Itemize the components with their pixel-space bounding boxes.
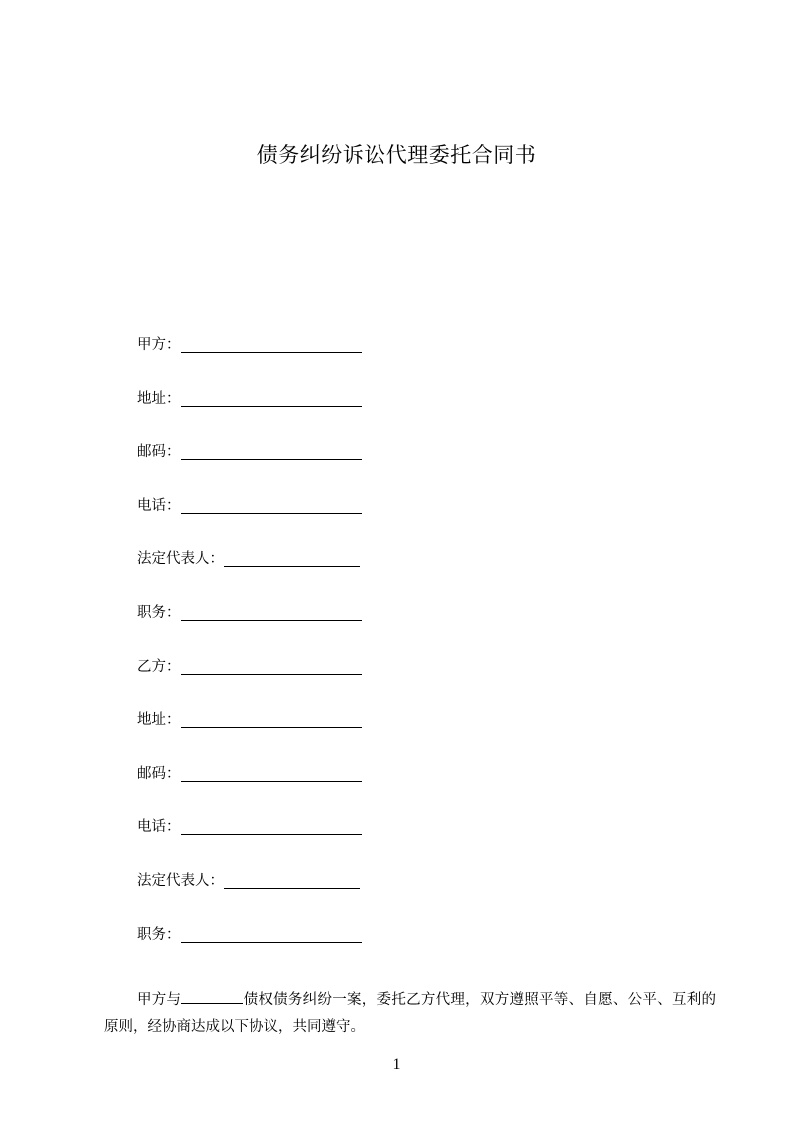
party-a-address-row [137,388,537,442]
agreement-paragraph [104,987,716,1041]
fill-in-line [224,870,360,889]
field-label: 电话： [137,819,181,836]
document-title: 债务纠纷诉讼代理委托合同书 [256,143,537,167]
fill-in-line [181,495,362,514]
page-number: 1 [392,1056,401,1073]
field-label: 邮码： [137,444,181,461]
party-a-phone-row [137,495,537,549]
party-b-position-row [137,924,537,978]
fill-in-line [181,441,362,460]
field-label: 法定代表人： [137,872,224,889]
party-a-legal-rep-row [137,548,537,602]
field-label: 职务： [137,604,181,621]
fill-in-line [181,709,362,728]
field-label: 地址： [137,390,181,407]
field-label: 乙方： [137,658,181,675]
fill-in-line [181,334,362,353]
party-b-name-row [137,656,537,710]
paragraph-prefix: 甲方与 [137,991,182,1008]
party-b-address-row [137,709,537,763]
field-label: 电话： [137,497,181,514]
party-b-phone-row [137,816,537,870]
field-label: 邮码： [137,765,181,782]
fill-in-line [224,548,360,567]
field-label: 甲方： [137,337,181,353]
party-a-postcode-row [137,441,537,495]
party-a-name-row [137,334,537,388]
party-info-fields [137,334,537,977]
party-a-position-row [137,602,537,656]
fill-in-line [181,924,362,943]
field-label: 地址： [137,712,181,729]
fill-in-line [181,602,362,621]
fill-in-blank [181,987,243,1004]
fill-in-line [181,763,362,782]
party-b-postcode-row [137,763,537,817]
field-label: 职务： [137,926,181,943]
field-label: 法定代表人： [137,551,224,568]
party-b-legal-rep-row [137,870,537,924]
paragraph-suffix: 债权债务纠纷一案，委托乙方代理，双方遵照平等、自愿、公平、互利的原则，经协商达成以下协议，共同遵守。 [104,991,717,1035]
fill-in-line [181,656,362,675]
fill-in-line [181,388,362,407]
fill-in-line [181,816,362,835]
